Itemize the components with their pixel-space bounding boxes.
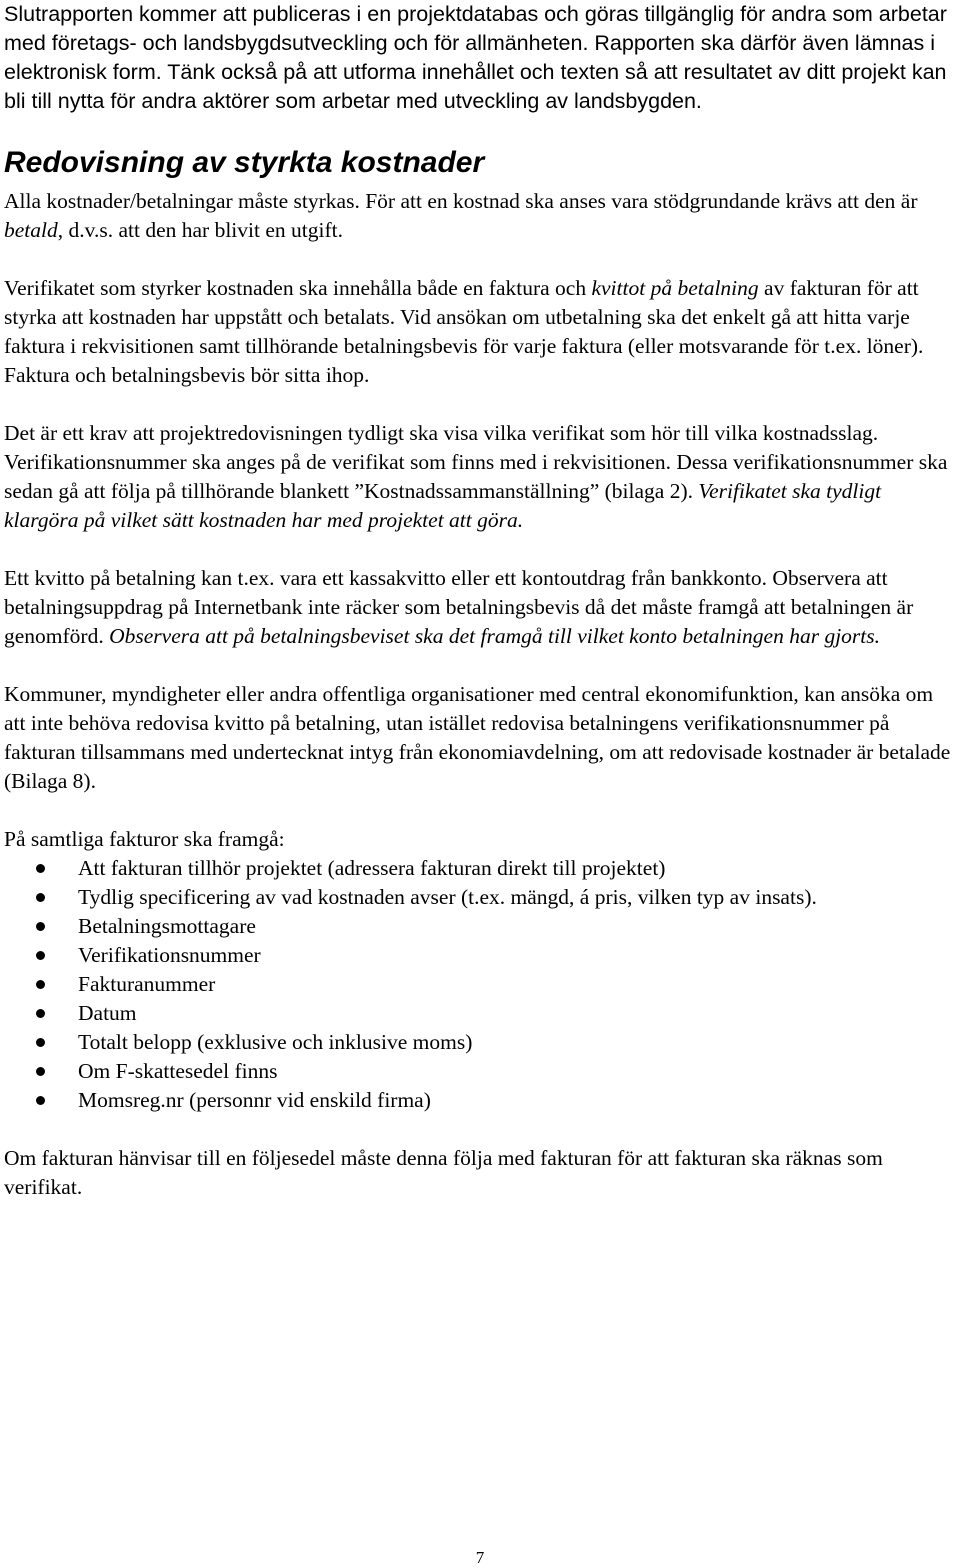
paragraph-3-italic: Verifikatet ska tydligt klargöra på vilket sätt kostnaden har med projektet att göra.	[4, 479, 882, 532]
list-item-text: Totalt belopp (exklusive och inklusive moms)	[78, 1030, 473, 1054]
paragraph-1-text-c: , d.v.s. att den har blivit en utgift.	[57, 218, 343, 242]
bullet-icon	[36, 1038, 45, 1047]
bullet-icon	[36, 980, 45, 989]
paragraph-6: Om fakturan hänvisar till en följesedel måste denna följa med fakturan för att fakturan ska räknas som verifikat.	[4, 1146, 883, 1199]
bullet-icon	[36, 864, 45, 873]
paragraph-1-text-a: Alla kostnader/betalningar måste styrkas. För att en kostnad ska anses vara stödgrundande krävs att den är	[4, 189, 918, 213]
invoice-requirements-list	[4, 854, 956, 1115]
bullet-icon	[36, 922, 45, 931]
list-item-text: Att fakturan tillhör projektet (adressera fakturan direkt till projektet)	[78, 856, 666, 880]
list-item-text: Fakturanummer	[78, 972, 216, 996]
list-item	[4, 999, 956, 1028]
paragraph-4-text-a: Ett kvitto på betalning kan t.ex. vara ett kassakvitto eller ett kontoutdrag från bankkonto. Observera att betalningsuppdrag på Internetbank inte räcker som betalningsbevis då det måste framgå att betalningen är genomförd.	[4, 566, 914, 648]
bullet-icon	[36, 951, 45, 960]
paragraph-1-italic: betald	[4, 218, 58, 242]
list-item-text: Tydlig specificering av vad kostnaden avser (t.ex. mängd, á pris, vilken typ av insats).	[78, 885, 817, 909]
list-intro: På samtliga fakturor ska framgå:	[4, 827, 285, 851]
list-item	[4, 970, 956, 999]
document-page	[4, 0, 956, 1202]
paragraph-2-text-c: av fakturan för att styrka att kostnaden har uppstått och betalats. Vid ansökan om utbetalning ska det enkelt gå att hitta varje faktura i rekvisitionen samt tillhörande betalningsbevis för varje faktura (eller motsvarande för t.ex. löner). Faktura och betalningsbevis bör sitta ihop.	[4, 276, 924, 387]
intro-paragraph: Slutrapporten kommer att publiceras i en projektdatabas och göras tillgänglig för andra som arbetar med företags- och landsbygdsutveckling och för allmänheten. Rapporten ska därför även lämnas i elektronisk form. Tänk också på att utforma innehållet och texten så att resultatet av ditt projekt kan bli till nytta för andra aktörer som arbetar med utveckling av landsbygden.	[4, 2, 947, 113]
list-item	[4, 1086, 956, 1115]
bullet-icon	[36, 1096, 45, 1105]
paragraph-1	[4, 187, 956, 245]
list-item	[4, 854, 956, 883]
list-item-text: Om F-skattesedel finns	[78, 1059, 278, 1083]
page-number: 7	[475, 1548, 485, 1567]
bullet-icon	[36, 1067, 45, 1076]
paragraph-2	[4, 274, 956, 390]
list-item	[4, 883, 956, 912]
list-item	[4, 1057, 956, 1086]
list-item-text: Verifikationsnummer	[78, 943, 261, 967]
list-item-text: Betalningsmottagare	[78, 914, 256, 938]
paragraph-3	[4, 419, 956, 535]
list-item-text: Momsreg.nr (personnr vid enskild firma)	[78, 1088, 431, 1112]
paragraph-5: Kommuner, myndigheter eller andra offentliga organisationer med central ekonomifunktion, kan ansöka om att inte behöva redovisa kvitto på betalning, utan istället redovisa betalningens verifikationsnummer på fakturan tillsammans med undertecknat intyg från ekonomiavdelning, om att redovisade kostnader är betalade (Bilaga 8).	[4, 682, 951, 793]
section-heading: Redovisning av styrkta kostnader	[4, 146, 485, 179]
list-item	[4, 941, 956, 970]
bullet-icon	[36, 893, 45, 902]
list-item-text: Datum	[78, 1001, 137, 1025]
paragraph-4	[4, 564, 956, 651]
list-item	[4, 1028, 956, 1057]
paragraph-4-italic: Observera att på betalningsbeviset ska det framgå till vilket konto betalningen har gjorts.	[109, 624, 880, 648]
paragraph-2-text-a: Verifikatet som styrker kostnaden ska innehålla både en faktura och	[4, 276, 592, 300]
paragraph-2-italic: kvittot på betalning	[591, 276, 759, 300]
paragraph-3-text-a: Det är ett krav att projektredovisningen tydligt ska visa vilka verifikat som hör till vilka kostnadsslag. Verifikationsnummer ska anges på de verifikat som finns med i rekvisitionen. Dessa verifikationsnummer ska sedan gå att följa på tillhörande blankett ”Kostnadssammanställning” (bilaga 2).	[4, 421, 948, 503]
list-item	[4, 912, 956, 941]
bullet-icon	[36, 1009, 45, 1018]
